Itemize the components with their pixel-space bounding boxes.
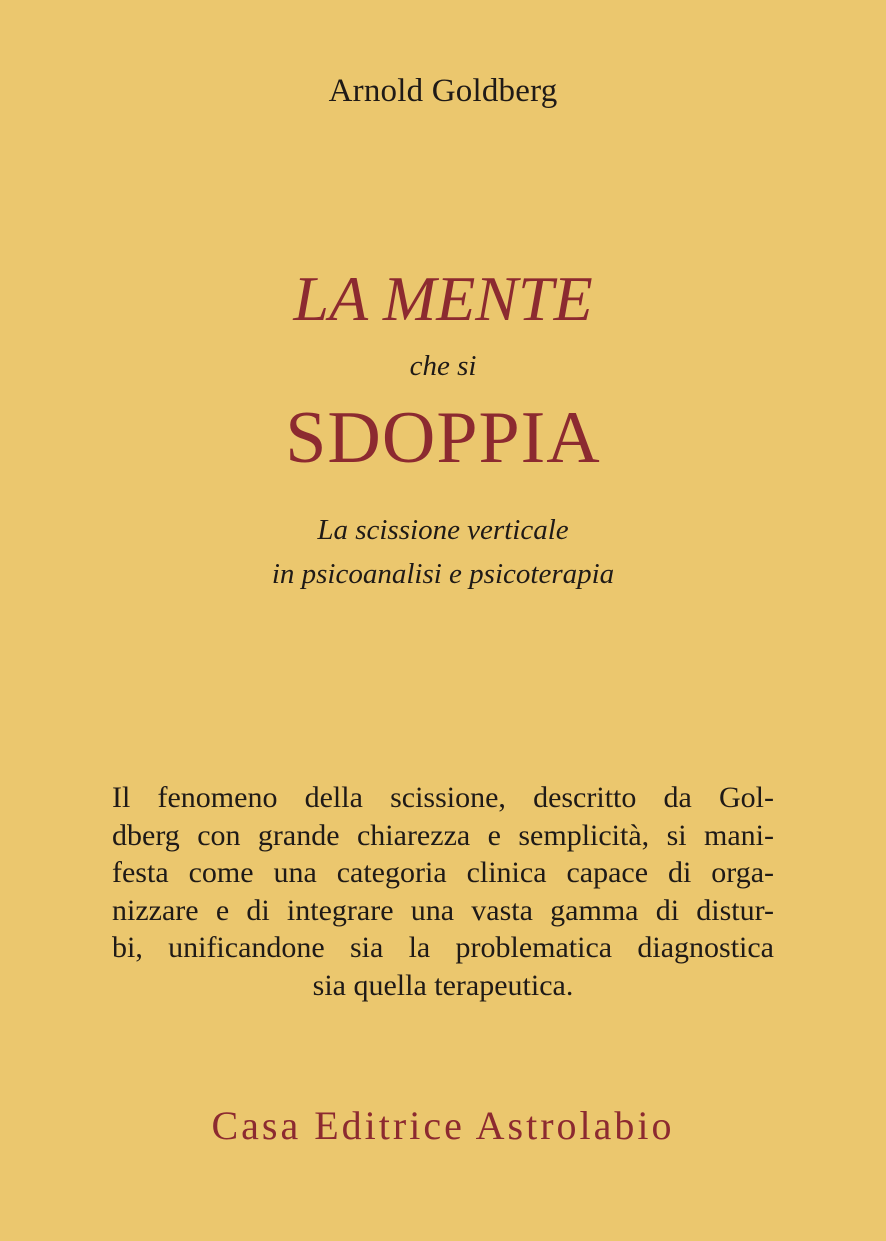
book-subtitle [0,508,886,596]
subtitle-line: in psicoanalisi e psicoterapia [271,558,615,590]
author-name: Arnold Goldberg [328,73,558,109]
blurb-line: Il fenomeno della scissione, descritto da Gol- [112,781,774,814]
blurb-line: bi, unificandone sia la problematica diagnostica [112,931,774,964]
blurb-line: sia quella terapeutica. [312,968,574,1002]
publisher-name: Casa Editrice Astrolabio [211,1103,675,1148]
blurb-line: festa come una categoria clinica capace di orga- [112,856,774,889]
blurb-line: dberg con grande chiarezza e semplicità, si mani- [112,818,774,852]
blurb-line: nizzare e di integrare una vasta gamma di distur- [112,893,774,927]
blurb-paragraph [112,779,774,1004]
subtitle-line: La scissione verticale [317,514,569,546]
book-title-line-3: SDOPPIA [285,397,601,479]
book-title-line-2: che si [409,350,477,382]
book-title-line-1: LA MENTE [293,263,593,334]
